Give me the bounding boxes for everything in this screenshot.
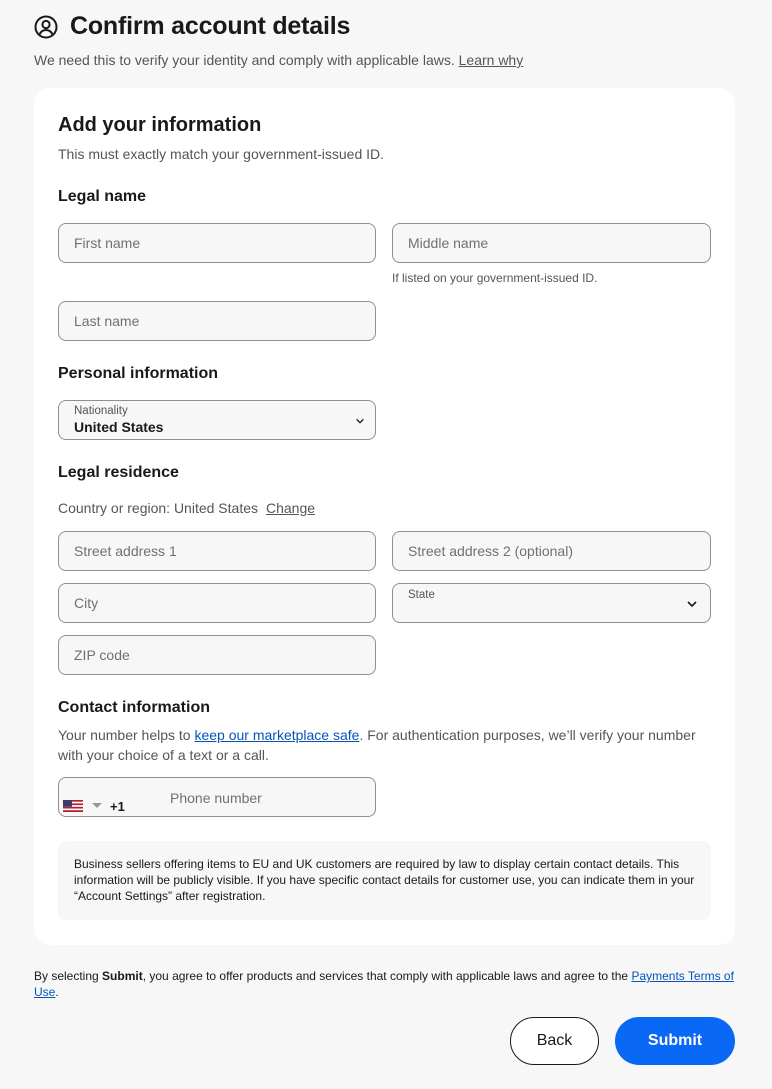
country-code-caret-icon[interactable]	[92, 803, 102, 808]
nationality-select[interactable]	[58, 400, 376, 440]
subtitle-text: We need this to verify your identity and comply with applicable laws.	[34, 52, 455, 68]
terms-bold-submit: Submit	[102, 969, 143, 983]
user-circle-icon	[34, 15, 58, 39]
contact-text-after: . For authentication purposes, we’ll verify your number with your choice of a text or a call.	[58, 727, 696, 763]
legal-name-heading: Legal name	[58, 188, 147, 205]
street-address-2-input[interactable]	[392, 531, 711, 571]
state-select[interactable]	[392, 583, 711, 623]
last-name-placeholder: Last name	[74, 313, 140, 329]
nationality-value: United States	[74, 419, 164, 435]
change-country-link[interactable]: Change	[266, 500, 316, 516]
city-input[interactable]	[58, 583, 376, 623]
marketplace-safe-link[interactable]: keep our marketplace safe	[194, 727, 360, 743]
card-title: Add your information	[58, 114, 262, 136]
first-name-input[interactable]	[58, 223, 376, 263]
terms-suffix: .	[55, 985, 59, 999]
contact-description	[58, 725, 698, 765]
state-label: State	[408, 589, 435, 601]
street-address-1-input[interactable]	[58, 531, 376, 571]
chevron-down-icon	[355, 416, 365, 426]
card-subtitle: This must exactly match your government-issued ID.	[58, 146, 385, 162]
middle-name-input[interactable]	[392, 223, 711, 263]
dial-code: +1	[110, 799, 125, 814]
nationality-label: Nationality	[74, 405, 128, 417]
page-title: Confirm account details	[70, 12, 351, 40]
first-name-placeholder: First name	[74, 235, 141, 251]
terms-prefix: By selecting	[34, 969, 103, 983]
middle-name-helper: If listed on your government-issued ID.	[392, 271, 598, 285]
payments-terms-link[interactable]: Payments Terms of Use	[34, 969, 734, 999]
middle-name-placeholder: Middle name	[408, 235, 489, 251]
terms-middle: , you agree to offer products and services that comply with applicable laws and agree to the	[142, 969, 632, 983]
page-subtitle	[34, 52, 523, 68]
country-line	[58, 500, 315, 516]
phone-number-input[interactable]	[58, 777, 376, 817]
city-placeholder: City	[74, 595, 99, 611]
us-flag-icon[interactable]	[63, 800, 83, 812]
personal-info-heading: Personal information	[58, 365, 219, 382]
street-address-2-placeholder: Street address 2 (optional)	[408, 543, 573, 559]
country-text: Country or region: United States	[58, 500, 258, 516]
contact-text-before: Your number helps to	[58, 727, 195, 743]
contact-info-heading: Contact information	[58, 699, 210, 716]
info-card	[34, 88, 735, 945]
last-name-input[interactable]	[58, 301, 376, 341]
eu-uk-notice: Business sellers offering items to EU and UK customers are required by law to display certain contact details. This information will be publicly visible. If you have specific contact details for customer use, you can indicate them in your “Account Settings” after registration.	[58, 841, 711, 920]
page-header	[34, 12, 350, 41]
legal-residence-heading: Legal residence	[58, 464, 179, 481]
learn-why-link[interactable]: Learn why	[458, 52, 524, 68]
back-button[interactable]: Back	[510, 1017, 599, 1065]
terms-text	[34, 968, 744, 1000]
zip-code-placeholder: ZIP code	[74, 647, 130, 663]
chevron-down-icon	[686, 598, 698, 610]
zip-code-input[interactable]	[58, 635, 376, 675]
street-address-1-placeholder: Street address 1	[74, 543, 177, 559]
phone-placeholder: Phone number	[170, 790, 262, 806]
submit-button[interactable]: Submit	[615, 1017, 735, 1065]
